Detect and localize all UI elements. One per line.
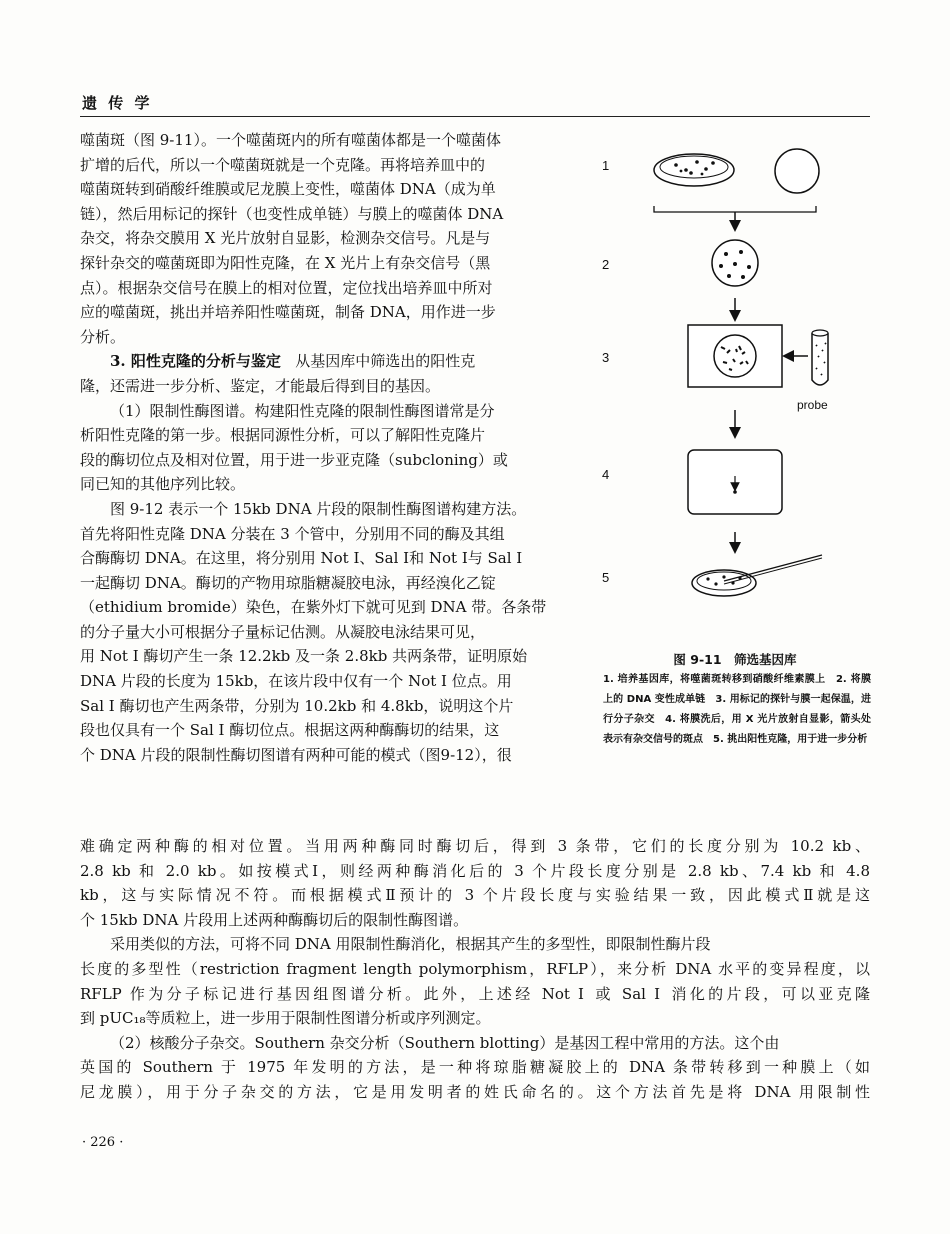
text-line: 尼龙膜），用于分子杂交的方法，它是用发明者的姓氏命名的。这个方法首先是将 DNA 用限制性: [80, 1082, 870, 1101]
text-line: 个 15kb DNA 片段用上述两种酶酶切后的限制性酶图谱。: [80, 910, 469, 929]
text-line: 长度的多型性（restriction fragment length polymorphism，RFLP），来分析 DNA 水平的变异程度，以: [80, 959, 870, 978]
text-line: 应的噬菌斑，挑出并培养阳性噬菌斑，制备 DNA，用作进一步: [80, 303, 496, 322]
left-column-text: [80, 128, 600, 767]
text-line: 析阳性克隆的第一步。根据同源性分析，可以了解阳性克隆片: [80, 426, 486, 445]
step-label-4: 4: [602, 467, 610, 482]
text-line: （2）核酸分子杂交。Southern 杂交分析（Southern blotting）是基因工程中常用的方法。这个由: [110, 1033, 780, 1052]
text-line: 个 DNA 片段的限制性酶切图谱有两种可能的模式（图9-12），很: [80, 745, 512, 764]
text-line: 的分子量大小可根据分子量标记估测。从凝胶电泳结果可见，: [80, 622, 486, 641]
text-line: 难确定两种酶的相对位置。当用两种酶同时酶切后，得到 3 条带，它们的长度分别为 10.2 kb、: [80, 837, 870, 855]
section-heading-line: [80, 349, 600, 374]
step-label-2: 2: [602, 257, 610, 272]
text-line: 噬菌斑（图 9-11）。一个噬菌斑内的所有噬菌体都是一个噬菌体: [80, 131, 501, 149]
hybridization-bag-icon: [688, 325, 782, 387]
text-line: Sal Ⅰ 酶切也产生两条带，分别为 10.2kb 和 4.8kb，说明这个片: [80, 696, 514, 715]
petri-dish-icon: [654, 154, 734, 186]
header-rule: [80, 116, 870, 117]
text-line: 段也仅具有一个 Sal Ⅰ 酶切位点。根据这两种酶酶切的结果，这: [80, 721, 500, 740]
text-line: kb，这与实际情况不符。而根据模式Ⅱ预计的 3 个片段长度与实验结果一致，因此模式Ⅱ就是这: [80, 886, 870, 905]
full-width-text: [80, 834, 870, 1105]
text-line: 图 9-12 表示一个 15kb DNA 片段的限制性酶图谱构建方法。: [110, 499, 527, 518]
text-line: 合酶酶切 DNA。在这里，将分别用 Not Ⅰ、Sal Ⅰ和 Not Ⅰ与 Sal Ⅰ: [80, 549, 523, 568]
step-label-5: 5: [602, 570, 610, 585]
section-heading-text: 从基因库中筛选出的阳性克: [295, 352, 476, 371]
text-line: 杂交，将杂交膜用 X 光片放射自显影，检测杂交信号。凡是与: [80, 229, 491, 248]
text-line: 采用类似的方法，可将不同 DNA 用限制性酶消化，根据其产生的多型性，即限制性酶片段: [110, 935, 711, 954]
figure-title: 图 9-11 筛选基因库: [673, 652, 797, 667]
section-heading: 3. 阳性克隆的分析与鉴定: [110, 352, 281, 371]
text-line: 扩增的后代，所以一个噬菌斑就是一个克隆。再将培养皿中的: [80, 155, 486, 174]
text-line: 2.8 kb 和 2.0 kb。如按模式Ⅰ，则经两种酶消化后的 3 个片段长度分别是 2.8 kb、7.4 kb 和 4.8: [80, 861, 870, 880]
text-line: 分析。: [80, 327, 126, 346]
text-line: 探针杂交的噬菌斑即为阳性克隆，在 X 光片上有杂交信号（黑: [80, 253, 491, 272]
figure-caption: 1. 培养基因库，将噬菌斑转移到硝酸纤维素膜上 2. 将膜上的 DNA 变性成单链 3. 用标记的探针与膜一起保温，进行分子杂交 4. 将膜洗后，用 X 光片放射自显影，箭头处表示有杂交信号的斑点 5. 挑出阳性克隆，用于进一步分析: [603, 674, 871, 745]
text-line: （ethidium bromide）染色，在紫外灯下就可见到 DNA 带。各条带: [80, 598, 547, 617]
text-line: 同已知的其他序列比较。: [80, 475, 246, 494]
text-line: 英国的 Southern 于 1975 年发明的方法，是一种将琼脂糖凝胶上的 DNA 条带转移到一种膜上（如: [80, 1058, 870, 1077]
text-line: 到 pUC₁₈等质粒上，进一步用于限制性图谱分析或序列测定。: [80, 1009, 491, 1028]
step-label-1: 1: [602, 158, 610, 173]
pick-clone-icon: [692, 555, 822, 596]
text-line: 点）。根据杂交信号在膜上的相对位置，定位找出培养皿中所对: [80, 278, 493, 297]
text-line: 隆，还需进一步分析、鉴定，才能最后得到目的基因。: [80, 376, 441, 395]
probe-label: probe: [797, 398, 828, 412]
page-number: · 226 ·: [82, 1135, 124, 1150]
xray-film-icon: [688, 450, 782, 514]
probe-tube-icon: [812, 330, 828, 385]
membrane-dots-icon: [712, 240, 758, 286]
text-line: 段的酶切位点及相对位置，用于进一步亚克隆（subcloning）或: [80, 450, 508, 469]
text-line: 用 Not Ⅰ 酶切产生一条 12.2kb 及一条 2.8kb 共两条带，证明原始: [80, 647, 528, 666]
text-line: 噬菌斑转到硝酸纤维膜或尼龙膜上变性，噬菌体 DNA（成为单: [80, 180, 496, 199]
running-header: 遗 传 学: [82, 94, 153, 112]
text-line: （1）限制性酶图谱。构建阳性克隆的限制性酶图谱常是分: [110, 401, 495, 420]
text-line: DNA 片段的长度为 15kb，在该片段中仅有一个 Not Ⅰ 位点。用: [80, 672, 512, 691]
text-line: 一起酶切 DNA。酶切的产物用琼脂糖凝胶电泳，再经溴化乙锭: [80, 573, 496, 592]
figure-diagram: [600, 140, 870, 640]
membrane-icon: [775, 149, 819, 193]
step-label-3: 3: [602, 350, 610, 365]
text-line: 首先将阳性克隆 DNA 分装在 3 个管中，分别用不同的酶及其组: [80, 524, 505, 543]
text-line: RFLP 作为分子标记进行基因组图谱分析。此外，上述经 Not Ⅰ 或 Sal Ⅰ 消化的片段，可以亚克隆: [80, 984, 870, 1003]
text-line: 链），然后用标记的探针（也变性成单链）与膜上的噬菌体 DNA: [80, 204, 504, 223]
